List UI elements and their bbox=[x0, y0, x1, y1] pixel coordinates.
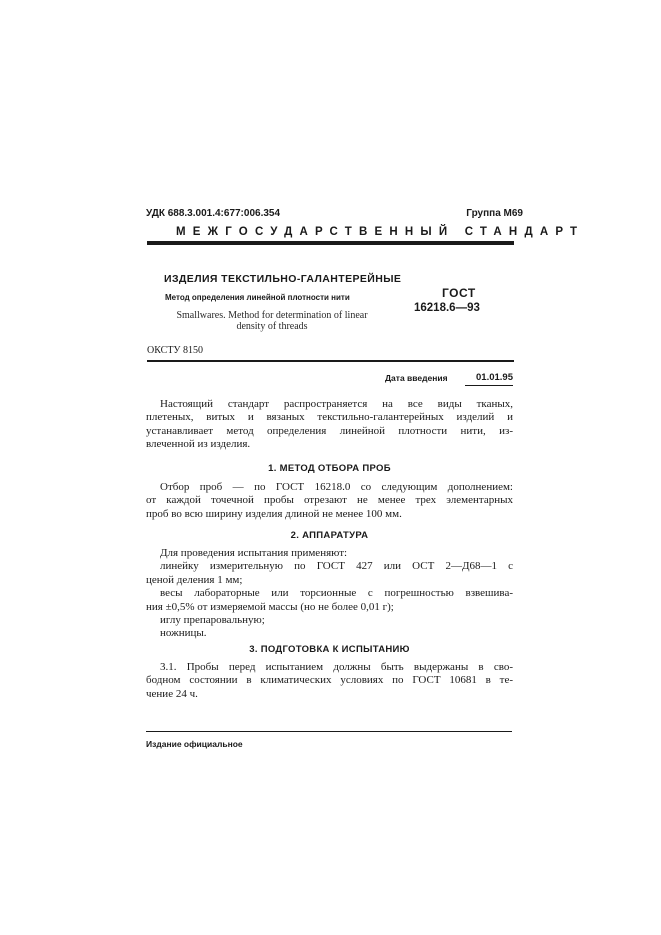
paragraph-line: Для проведения испытания применяют: bbox=[160, 547, 348, 559]
introduction-date: 01.01.95 bbox=[476, 372, 513, 383]
section-1-text bbox=[146, 481, 513, 521]
paragraph-line: Настоящий стандарт распространяется на все виды тканых, bbox=[160, 398, 513, 410]
header-rule bbox=[147, 241, 514, 245]
paragraph-line: Отбор проб — по ГОСТ 16218.0 со следующим дополнением: bbox=[160, 481, 513, 493]
udk-code: УДК 688.3.001.4:677:006.354 bbox=[146, 208, 281, 219]
paragraph-line: устанавливает метод определения линейной плотности нити, из- bbox=[146, 424, 513, 437]
section-2-title: 2. АППАРАТУРА bbox=[290, 530, 369, 541]
section-3-title: 3. ПОДГОТОВКА К ИСПЫТАНИЮ bbox=[249, 644, 410, 655]
interstate-standard-heading: МЕЖГОСУДАРСТВЕННЫЙ СТАНДАРТ bbox=[176, 226, 585, 238]
paragraph-line: ножницы. bbox=[160, 627, 207, 640]
method-subtitle: Метод определения линейной плотности нити bbox=[165, 293, 350, 302]
intro-paragraph bbox=[146, 398, 513, 452]
paragraph-line: от каждой точечной пробы отрезают не менее трех элементарных bbox=[146, 494, 513, 507]
paragraph-line: влеченной из изделия. bbox=[146, 438, 251, 451]
introduction-date-label: Дата введения bbox=[385, 373, 448, 383]
footer-rule bbox=[146, 731, 512, 732]
paragraph-line: ценой деления 1 мм; bbox=[146, 573, 243, 586]
introduction-date-underline bbox=[465, 385, 513, 386]
section-3-text bbox=[146, 661, 513, 701]
paragraph-line: ния ±0,5% от измеряемой массы (но не более 0,01 г); bbox=[146, 600, 394, 613]
document-title: ИЗДЕЛИЯ ТЕКСТИЛЬНО-ГАЛАНТЕРЕЙНЫЕ bbox=[164, 273, 402, 285]
paragraph-line: проб во всю ширину изделия длиной не менее 100 мм. bbox=[146, 507, 402, 520]
official-edition-note: Издание официальное bbox=[146, 739, 243, 749]
paragraph-line: чение 24 ч. bbox=[146, 687, 198, 700]
paragraph-line: иглу препаровальную; bbox=[160, 614, 265, 627]
gost-label: ГОСТ bbox=[442, 286, 476, 300]
group-code: Группа М69 bbox=[466, 208, 523, 219]
english-title-line: density of threads bbox=[236, 321, 308, 332]
section-1-title: 1. МЕТОД ОТБОРА ПРОБ bbox=[268, 463, 391, 474]
english-title-line: Smallwares. Method for determination of linear bbox=[176, 310, 368, 321]
paragraph-line: весы лабораторные или торсионные с погрешностью взвешива- bbox=[160, 587, 513, 600]
paragraph-line: плетеных, витых и вязаных текстильно-галантерейных изделий и bbox=[146, 411, 513, 424]
gost-number: 16218.6—93 bbox=[414, 302, 480, 314]
section-2-text bbox=[146, 547, 513, 641]
paragraph-line: бодном состоянии в климатических условиях по ГОСТ 10681 в те- bbox=[146, 674, 513, 687]
title-rule bbox=[147, 360, 514, 362]
english-title bbox=[162, 310, 382, 332]
paragraph-line: 3.1. Пробы перед испытанием должны быть выдержаны в сво- bbox=[160, 661, 513, 673]
paragraph-line: линейку измерительную по ГОСТ 427 или ОСТ 2—Д68—1 с bbox=[160, 560, 513, 573]
okstu-code: ОКСТУ 8150 bbox=[147, 345, 204, 356]
